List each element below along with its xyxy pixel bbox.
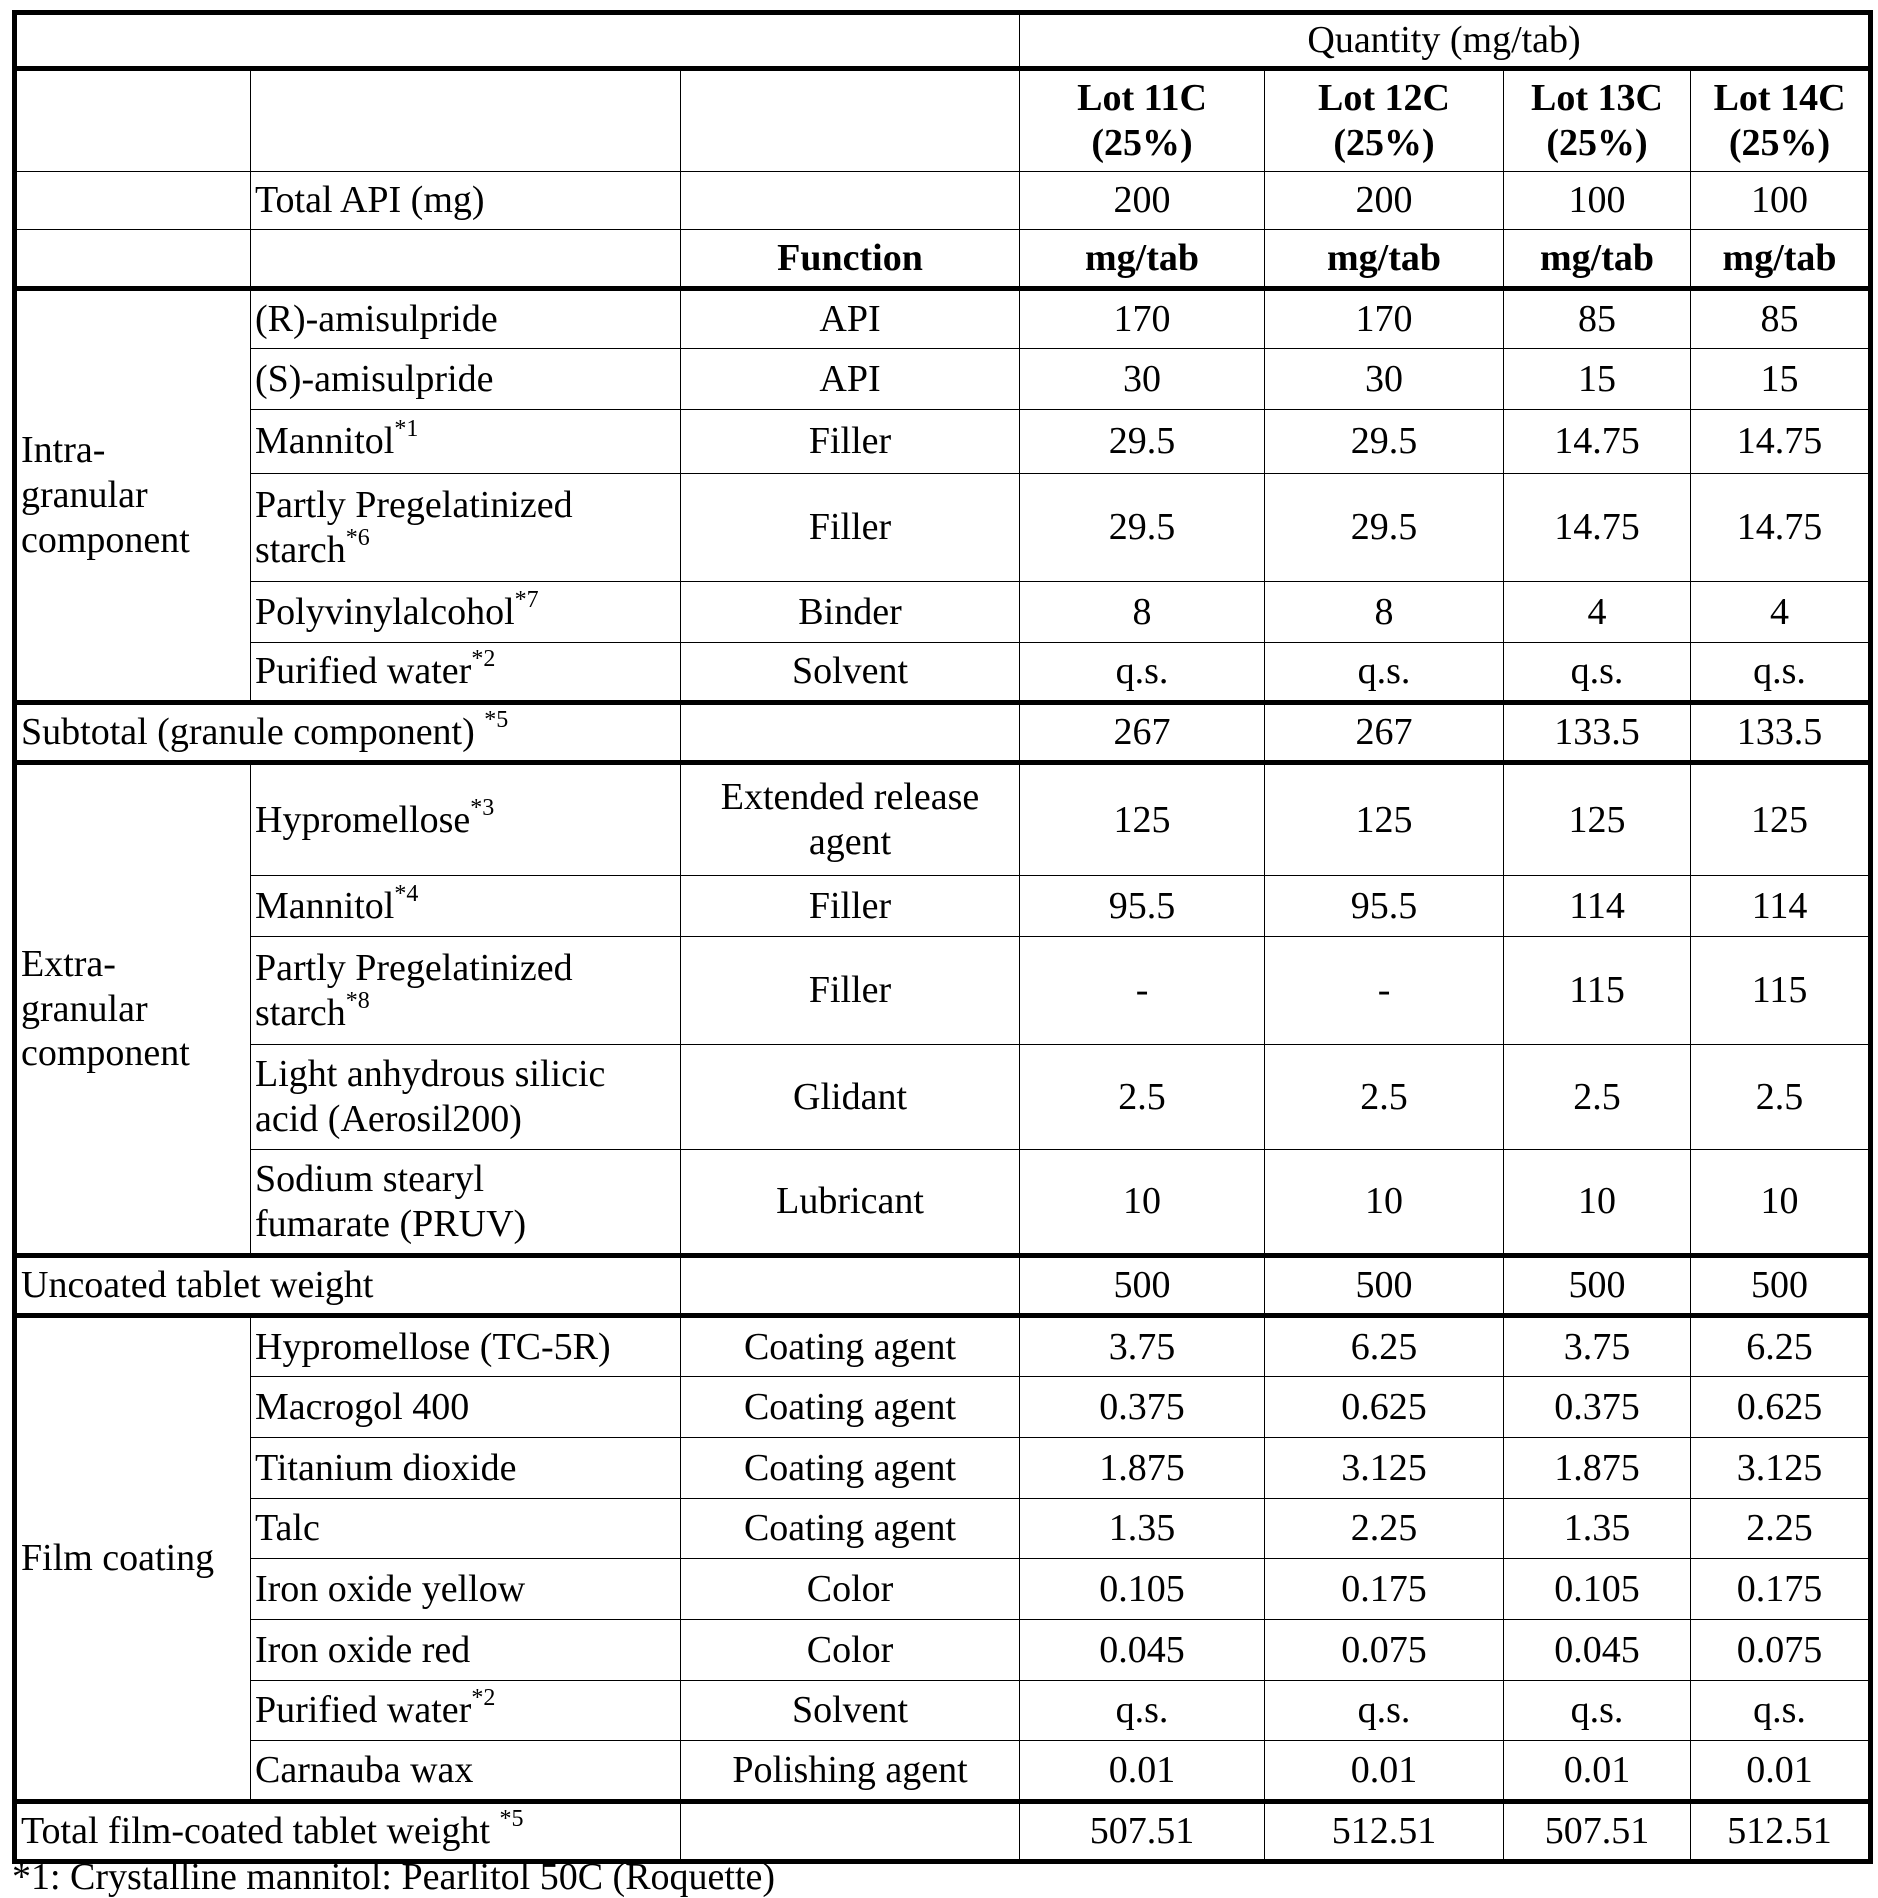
quantity-value: 29.5 — [1020, 474, 1265, 582]
table-row — [15, 1499, 1871, 1559]
function-cell: Solvent — [681, 643, 1020, 703]
blank — [681, 1802, 1020, 1862]
quantity-value: 14.75 — [1504, 474, 1691, 582]
quantity-value: 15 — [1504, 349, 1691, 410]
ingredient-label: Uncoated tablet weight — [21, 1264, 373, 1306]
ingredient-name — [15, 703, 681, 763]
subtotal-value: 507.51 — [1504, 1802, 1691, 1862]
function-cell: Binder — [681, 582, 1020, 643]
quantity-value: 0.175 — [1691, 1559, 1871, 1620]
quantity-value: 0.625 — [1265, 1377, 1504, 1438]
ingredient-name — [15, 1802, 681, 1862]
ingredient-label: Iron oxide yellow — [255, 1568, 525, 1610]
quantity-value: 85 — [1691, 289, 1871, 349]
quantity-value: 114 — [1691, 876, 1871, 937]
quantity-value: 30 — [1265, 349, 1504, 410]
quantity-value: 0.045 — [1504, 1620, 1691, 1681]
function-cell: Color — [681, 1620, 1020, 1681]
quantity-value: 4 — [1504, 582, 1691, 643]
ingredient-label: Sodium stearyl fumarate (PRUV) — [255, 1158, 526, 1245]
subtotal-value: 267 — [1020, 703, 1265, 763]
subtotal-value: 133.5 — [1504, 703, 1691, 763]
total-api-label: Total API (mg) — [251, 172, 681, 230]
footnote-ref: *5 — [484, 707, 508, 733]
quantity-value: 8 — [1020, 582, 1265, 643]
quantity-value: 1.35 — [1020, 1499, 1265, 1559]
quantity-value: 10 — [1020, 1150, 1265, 1256]
ingredient-label: Titanium dioxide — [255, 1447, 516, 1489]
quantity-value: 114 — [1504, 876, 1691, 937]
blank — [681, 172, 1020, 230]
blank — [681, 703, 1020, 763]
quantity-value: 3.125 — [1691, 1438, 1871, 1499]
quantity-value: 0.105 — [1020, 1559, 1265, 1620]
quantity-value: 6.25 — [1265, 1316, 1504, 1377]
quantity-value: 4 — [1691, 582, 1871, 643]
table-row — [15, 1741, 1871, 1802]
ingredient-label: Hypromellose — [255, 799, 470, 841]
quantity-value: 14.75 — [1691, 474, 1871, 582]
ingredient-name — [15, 1256, 681, 1316]
ingredient-label: Hypromellose (TC-5R) — [255, 1326, 611, 1368]
ingredient-label: Total film-coated tablet weight — [21, 1810, 500, 1852]
footnote-ref: *4 — [394, 881, 418, 907]
ingredient-label: Mannitol — [255, 885, 394, 927]
table-row — [15, 876, 1871, 937]
ingredient-name — [251, 1559, 681, 1620]
ingredient-name — [251, 1620, 681, 1681]
ingredient-label: Purified water — [255, 650, 471, 692]
ingredient-name — [251, 1150, 681, 1256]
table-row — [15, 1256, 1871, 1316]
blank — [15, 230, 251, 289]
subtotal-value: 512.51 — [1265, 1802, 1504, 1862]
lot-header: Lot 12C (25%) — [1265, 69, 1504, 172]
table-row — [15, 703, 1871, 763]
function-cell: Glidant — [681, 1045, 1020, 1150]
quantity-value: 29.5 — [1265, 410, 1504, 474]
table-row — [15, 1620, 1871, 1681]
ingredient-name — [251, 1045, 681, 1150]
table-row — [15, 1802, 1871, 1862]
blank-header — [15, 13, 1020, 69]
quantity-value: 115 — [1504, 937, 1691, 1045]
footnote-ref: *8 — [346, 988, 370, 1014]
quantity-value: 125 — [1265, 763, 1504, 876]
table-row — [15, 230, 1871, 289]
quantity-value: 0.01 — [1504, 1741, 1691, 1802]
unit-header: mg/tab — [1504, 230, 1691, 289]
unit-header: mg/tab — [1020, 230, 1265, 289]
quantity-value: 0.075 — [1265, 1620, 1504, 1681]
table-row — [15, 1438, 1871, 1499]
quantity-value: 29.5 — [1265, 474, 1504, 582]
footnote: *1: Crystalline mannitol: Pearlitol 50C (Roquette) — [12, 1858, 775, 1896]
quantity-value: 0.375 — [1020, 1377, 1265, 1438]
ingredient-label: Macrogol 400 — [255, 1386, 469, 1428]
quantity-value: q.s. — [1020, 1681, 1265, 1741]
quantity-value: 8 — [1265, 582, 1504, 643]
subtotal-value: 500 — [1504, 1256, 1691, 1316]
quantity-header: Quantity (mg/tab) — [1020, 13, 1871, 69]
ingredient-name — [251, 349, 681, 410]
ingredient-name — [251, 1741, 681, 1802]
quantity-value: 29.5 — [1020, 410, 1265, 474]
table-row — [15, 474, 1871, 582]
blank — [251, 69, 681, 172]
function-header: Function — [681, 230, 1020, 289]
blank — [15, 172, 251, 230]
quantity-value: 0.375 — [1504, 1377, 1691, 1438]
table-row — [15, 410, 1871, 474]
quantity-value: 2.5 — [1504, 1045, 1691, 1150]
total-api-value: 200 — [1020, 172, 1265, 230]
ingredient-label: (S)-amisulpride — [255, 358, 494, 400]
quantity-value: q.s. — [1504, 643, 1691, 703]
quantity-value: 1.875 — [1020, 1438, 1265, 1499]
quantity-value: q.s. — [1691, 643, 1871, 703]
component-group-label: Film coating — [15, 1316, 251, 1802]
table-row — [15, 1045, 1871, 1150]
quantity-value: 170 — [1020, 289, 1265, 349]
quantity-value: - — [1020, 937, 1265, 1045]
table-row — [15, 289, 1871, 349]
quantity-value: 10 — [1691, 1150, 1871, 1256]
table-row — [15, 69, 1871, 172]
function-cell: Solvent — [681, 1681, 1020, 1741]
quantity-value: 0.045 — [1020, 1620, 1265, 1681]
ingredient-name — [251, 582, 681, 643]
quantity-value: 10 — [1265, 1150, 1504, 1256]
total-api-value: 200 — [1265, 172, 1504, 230]
quantity-value: 115 — [1691, 937, 1871, 1045]
ingredient-label: Purified water — [255, 1689, 471, 1731]
table-row — [15, 1681, 1871, 1741]
ingredient-label: Partly Pregelatinized starch — [255, 484, 573, 571]
table-row — [15, 937, 1871, 1045]
table-row — [15, 1150, 1871, 1256]
quantity-value: 95.5 — [1265, 876, 1504, 937]
subtotal-value: 500 — [1265, 1256, 1504, 1316]
quantity-value: 85 — [1504, 289, 1691, 349]
quantity-value: 3.75 — [1020, 1316, 1265, 1377]
ingredient-label: Polyvinylalcohol — [255, 591, 515, 633]
quantity-value: 2.5 — [1265, 1045, 1504, 1150]
quantity-value: 2.5 — [1691, 1045, 1871, 1150]
table-row — [15, 1316, 1871, 1377]
quantity-value: 15 — [1691, 349, 1871, 410]
function-cell: Coating agent — [681, 1438, 1020, 1499]
quantity-value: 0.01 — [1265, 1741, 1504, 1802]
function-cell: Lubricant — [681, 1150, 1020, 1256]
subtotal-value: 267 — [1265, 703, 1504, 763]
footnote-ref: *5 — [500, 1806, 524, 1832]
footnote-ref: *2 — [471, 646, 495, 672]
ingredient-name — [251, 410, 681, 474]
footnote-ref: *1 — [394, 416, 418, 442]
quantity-value: 95.5 — [1020, 876, 1265, 937]
quantity-value: 0.625 — [1691, 1377, 1871, 1438]
subtotal-value: 507.51 — [1020, 1802, 1265, 1862]
lot-header: Lot 11C (25%) — [1020, 69, 1265, 172]
quantity-value: q.s. — [1265, 643, 1504, 703]
ingredient-name — [251, 1377, 681, 1438]
function-cell: Polishing agent — [681, 1741, 1020, 1802]
ingredient-label: Partly Pregelatinized starch — [255, 947, 573, 1034]
quantity-value: 14.75 — [1691, 410, 1871, 474]
quantity-value: 14.75 — [1504, 410, 1691, 474]
lot-header: Lot 14C (25%) — [1691, 69, 1871, 172]
quantity-value: 2.5 — [1020, 1045, 1265, 1150]
function-cell: Extended release agent — [681, 763, 1020, 876]
quantity-value: 125 — [1504, 763, 1691, 876]
quantity-value: 3.75 — [1504, 1316, 1691, 1377]
function-cell: Filler — [681, 876, 1020, 937]
ingredient-name — [251, 1438, 681, 1499]
blank — [15, 69, 251, 172]
function-cell: Filler — [681, 937, 1020, 1045]
quantity-value: 6.25 — [1691, 1316, 1871, 1377]
table-row — [15, 1377, 1871, 1438]
quantity-value: 125 — [1020, 763, 1265, 876]
component-group-label: Extra- granular component — [15, 763, 251, 1256]
quantity-value: 10 — [1504, 1150, 1691, 1256]
subtotal-value: 500 — [1020, 1256, 1265, 1316]
subtotal-value: 512.51 — [1691, 1802, 1871, 1862]
footnote-ref: *3 — [470, 795, 494, 821]
quantity-value: q.s. — [1504, 1681, 1691, 1741]
function-cell: Color — [681, 1559, 1020, 1620]
footnote-ref: *2 — [471, 1685, 495, 1711]
quantity-value: 3.125 — [1265, 1438, 1504, 1499]
ingredient-label: (R)-amisulpride — [255, 298, 498, 340]
total-api-value: 100 — [1504, 172, 1691, 230]
table-row — [15, 13, 1871, 69]
function-cell: API — [681, 289, 1020, 349]
ingredient-label: Talc — [255, 1507, 320, 1549]
function-cell: Coating agent — [681, 1316, 1020, 1377]
table-row — [15, 643, 1871, 703]
quantity-value: 1.875 — [1504, 1438, 1691, 1499]
table-row — [15, 172, 1871, 230]
quantity-value: 1.35 — [1504, 1499, 1691, 1559]
quantity-value: - — [1265, 937, 1504, 1045]
function-cell: Filler — [681, 474, 1020, 582]
function-cell: API — [681, 349, 1020, 410]
function-cell: Coating agent — [681, 1499, 1020, 1559]
quantity-value: 0.105 — [1504, 1559, 1691, 1620]
ingredient-label: Subtotal (granule component) — [21, 711, 484, 753]
ingredient-label: Iron oxide red — [255, 1629, 470, 1671]
quantity-value: q.s. — [1691, 1681, 1871, 1741]
table-row — [15, 1559, 1871, 1620]
unit-header: mg/tab — [1265, 230, 1504, 289]
footnote-ref: *7 — [515, 587, 539, 613]
ingredient-name — [251, 1499, 681, 1559]
total-api-value: 100 — [1691, 172, 1871, 230]
unit-header: mg/tab — [1691, 230, 1871, 289]
ingredient-name — [251, 876, 681, 937]
subtotal-value: 500 — [1691, 1256, 1871, 1316]
quantity-value: 0.075 — [1691, 1620, 1871, 1681]
quantity-value: 0.01 — [1691, 1741, 1871, 1802]
table-row — [15, 349, 1871, 410]
blank — [251, 230, 681, 289]
blank — [681, 69, 1020, 172]
quantity-value: 170 — [1265, 289, 1504, 349]
quantity-value: q.s. — [1020, 643, 1265, 703]
function-cell: Filler — [681, 410, 1020, 474]
quantity-value: 2.25 — [1265, 1499, 1504, 1559]
ingredient-name — [251, 937, 681, 1045]
table-row — [15, 582, 1871, 643]
quantity-value: q.s. — [1265, 1681, 1504, 1741]
ingredient-name — [251, 643, 681, 703]
subtotal-value: 133.5 — [1691, 703, 1871, 763]
quantity-value: 0.01 — [1020, 1741, 1265, 1802]
ingredient-name — [251, 289, 681, 349]
quantity-value: 30 — [1020, 349, 1265, 410]
quantity-value: 2.25 — [1691, 1499, 1871, 1559]
blank — [681, 1256, 1020, 1316]
ingredient-name — [251, 1316, 681, 1377]
ingredient-name — [251, 763, 681, 876]
ingredient-label: Light anhydrous silicic acid (Aerosil200) — [255, 1053, 605, 1140]
ingredient-label: Mannitol — [255, 420, 394, 462]
ingredient-name — [251, 1681, 681, 1741]
quantity-value: 125 — [1691, 763, 1871, 876]
ingredient-label: Carnauba wax — [255, 1749, 473, 1791]
formulation-table — [12, 10, 1873, 1864]
component-group-label: Intra- granular component — [15, 289, 251, 703]
ingredient-name — [251, 474, 681, 582]
quantity-value: 0.175 — [1265, 1559, 1504, 1620]
table-row — [15, 763, 1871, 876]
footnote-ref: *6 — [346, 525, 370, 551]
function-cell: Coating agent — [681, 1377, 1020, 1438]
lot-header: Lot 13C (25%) — [1504, 69, 1691, 172]
